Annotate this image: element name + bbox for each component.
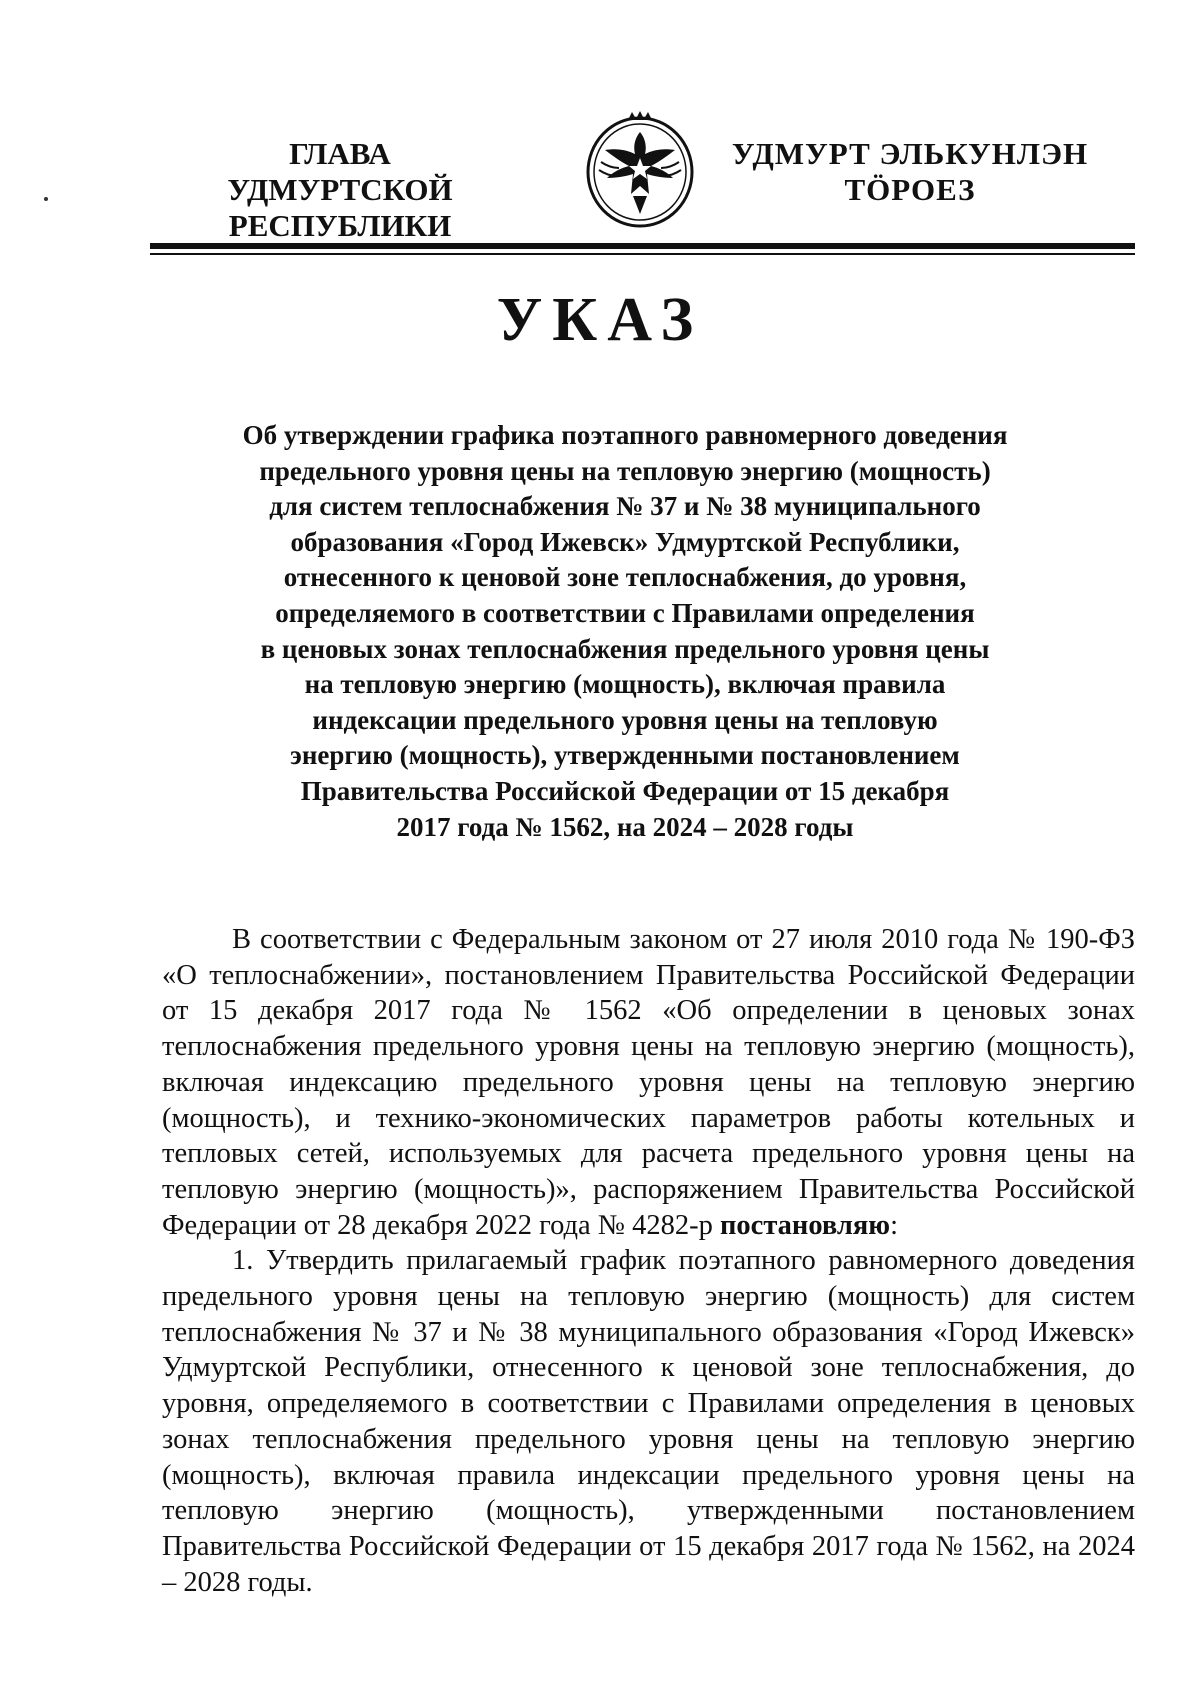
header-left xyxy=(140,136,540,244)
preamble-text: В соответствии с Федеральным законом от 27 июля 2010 года № 190-ФЗ «О теплоснабжении», постановлением Правительства Российской Федерации от 15 декабря 2017 года № 1562 «Об определении в ценовых зонах теплоснабжения предельного уровня цены на тепловую энергию (мощность), включая индексацию предельного уровня цены на тепловую энергию (мощность), и технико-экономических параметров работы котельных и тепловых сетей, используемых для расчета предельного уровня цены на тепловую энергию (мощность)», распоряжением Правительства Российской Федерации от 28 декабря 2022 года № 4282-р xyxy=(162,924,1135,1241)
title-line: индексации предельного уровня цены на тепловую xyxy=(312,704,938,735)
preamble-paragraph xyxy=(162,922,1135,1243)
document-type-heading: УКАЗ xyxy=(496,286,704,354)
header-right xyxy=(720,136,1100,208)
coat-of-arms-icon xyxy=(583,110,697,230)
header-right-line2: ТӦРОЕЗ xyxy=(844,172,976,207)
header-left-line1: ГЛАВА xyxy=(289,136,391,171)
title-line: предельного уровня цены на тепловую энергию (мощность) xyxy=(259,455,991,486)
title-line: 2017 года № 1562, на 2024 – 2028 годы xyxy=(396,811,854,842)
title-line: отнесенного к ценовой зоне теплоснабжения, до уровня, xyxy=(283,562,967,593)
decree-word: постановляю xyxy=(720,1209,891,1241)
title-line: для систем теплоснабжения № 37 и № 38 муниципального xyxy=(269,491,981,522)
title-line: Правительства Российской Федерации от 15 декабря xyxy=(300,775,950,806)
item-1-paragraph: 1. Утвердить прилагаемый график поэтапного равномерного доведения предельного уровня цены на тепловую энергию (мощность) для систем теплоснабжения № 37 и № 38 муниципального образования «Город Ижевск» Удмуртской Республики, отнесенного к ценовой зоне теплоснабжения, до уровня, определяемого в соответствии с Правилами определения в ценовых зонах теплоснабжения предельного уровня цены на тепловую энергию (мощность), включая правила индексации предельного уровня цены на тепловую энергию (мощность), утвержденными постановлением Правительства Российской Федерации от 15 декабря 2017 года № 1562, на 2024 – 2028 годы. xyxy=(162,1245,1135,1598)
title-line: в ценовых зонах теплоснабжения предельного уровня цены xyxy=(260,633,990,664)
header-right-line1: УДМУРТ ЭЛЬКУНЛЭН xyxy=(731,136,1089,171)
decree-body xyxy=(162,922,1135,1600)
title-line: образования «Город Ижевск» Удмуртской Республики, xyxy=(290,526,960,557)
header-rule-thick xyxy=(150,243,1135,249)
title-line: Об утверждении графика поэтапного равномерного доведения xyxy=(242,420,1008,450)
title-line: энергию (мощность), утвержденными постановлением xyxy=(290,740,960,771)
title-line: на тепловую энергию (мощность), включая правила xyxy=(304,669,946,700)
header-rule-thin xyxy=(150,253,1135,255)
header-left-line2: УДМУРТСКОЙ РЕСПУБЛИКИ xyxy=(227,172,453,243)
scan-speck xyxy=(44,197,48,201)
title-line: определяемого в соответствии с Правилами определения xyxy=(275,597,975,628)
decree-colon: : xyxy=(890,1209,899,1241)
decree-title xyxy=(200,418,1050,845)
